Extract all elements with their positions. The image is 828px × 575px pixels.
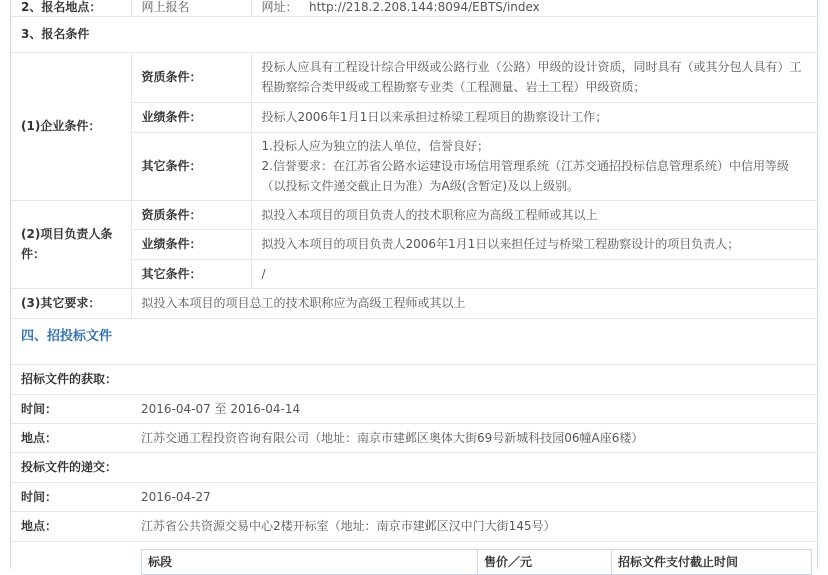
submit-label: 投标文件的递交： [11, 452, 817, 482]
signup-url-cell [251, 0, 817, 16]
section4-title: 四、招投标文件 [11, 318, 817, 364]
company-other-line2: 2.信誉要求：在江苏省公路水运建设市场信用管理系统（江苏交通招投标信息管理系统）中信用等级（以投标文件递交截止日为准）为A级(含暂定)及以上级别。 [261, 159, 789, 193]
conditions-heading: 3、报名条件 [11, 16, 817, 52]
obtain-time-label: 时间： [11, 394, 131, 423]
manager-qual-text: 拟投入本项目的项目负责人的技术职称应为高级工程师或其以上 [251, 200, 817, 229]
url-label: 网址： [261, 0, 298, 14]
manager-perf-row [11, 229, 817, 259]
manager-qual-label: 资质条件： [131, 200, 251, 229]
obtain-heading-row [11, 364, 817, 394]
section4-heading-row [11, 318, 817, 364]
company-other-line1: 1.投标人应为独立的法人单位，信誉良好； [261, 139, 489, 153]
submit-time-label: 时间： [11, 482, 131, 511]
obtain-place-row [11, 423, 817, 452]
signup-method: 网上报名 [131, 0, 251, 16]
submit-heading-row [11, 452, 817, 482]
fee-header-section: 标段 [142, 550, 478, 575]
manager-conditions-label: (2)项目负责人条件： [11, 200, 131, 288]
company-other-row [11, 132, 817, 200]
submit-place-row [11, 511, 817, 541]
company-qual-row [11, 52, 817, 102]
company-other-label: 其它条件： [131, 132, 251, 200]
fee-header-price: 售价／元 [478, 550, 612, 575]
manager-other-text: / [251, 259, 817, 288]
manager-perf-label: 业绩条件： [131, 229, 251, 259]
company-perf-row [11, 102, 817, 132]
signup-url[interactable]: http://218.2.208.144:8094/EBTS/index [308, 0, 540, 14]
fee-table-header-row [142, 550, 812, 575]
other-req-label: (3)其它要求： [11, 288, 131, 318]
tender-info-table [11, 0, 817, 542]
other-req-text: 拟投入本项目的项目总工的技术职称应为高级工程师或其以上 [131, 288, 817, 318]
submit-place-value: 江苏省公共资源交易中心2楼开标室（地址：南京市建邺区汉中门大街145号） [131, 511, 817, 541]
company-perf-label: 业绩条件： [131, 102, 251, 132]
obtain-place-value: 江苏交通工程投资咨询有限公司（地址：南京市建邺区奥体大街69号新城科技园06幢A座6楼） [131, 423, 817, 452]
obtain-time-value: 2016-04-07 至 2016-04-14 [131, 394, 817, 423]
conditions-heading-row [11, 16, 817, 52]
company-perf-text: 投标人2006年1月1日以来承担过桥梁工程项目的勘察设计工作； [251, 102, 817, 132]
document-frame [10, 0, 818, 569]
submit-time-value: 2016-04-27 [131, 482, 817, 511]
signup-label: 2、报名地点： [11, 0, 131, 16]
obtain-time-row [11, 394, 817, 423]
obtain-place-label: 地点： [11, 423, 131, 452]
signup-row [11, 0, 817, 16]
manager-other-row [11, 259, 817, 288]
company-other-text [251, 132, 817, 200]
fee-header-deadline: 招标文件支付截止时间 [612, 550, 812, 575]
submit-time-row [11, 482, 817, 511]
obtain-label: 招标文件的获取： [11, 364, 817, 394]
submit-place-label: 地点： [11, 511, 131, 541]
other-req-row [11, 288, 817, 318]
company-conditions-label: (1)企业条件： [11, 52, 131, 200]
company-qual-text: 投标人应具有工程设计综合甲级或公路行业（公路）甲级的设计资质，同时具有（或其分包人具有）工程勘察综合类甲级或工程勘察专业类（工程测量、岩土工程）甲级资质； [251, 52, 817, 102]
company-qual-label: 资质条件： [131, 52, 251, 102]
manager-perf-text: 拟投入本项目的项目负责人2006年1月1日以来担任过与桥梁工程勘察设计的项目负责人； [251, 229, 817, 259]
manager-qual-row [11, 200, 817, 229]
manager-other-label: 其它条件： [131, 259, 251, 288]
fee-table [141, 549, 812, 575]
